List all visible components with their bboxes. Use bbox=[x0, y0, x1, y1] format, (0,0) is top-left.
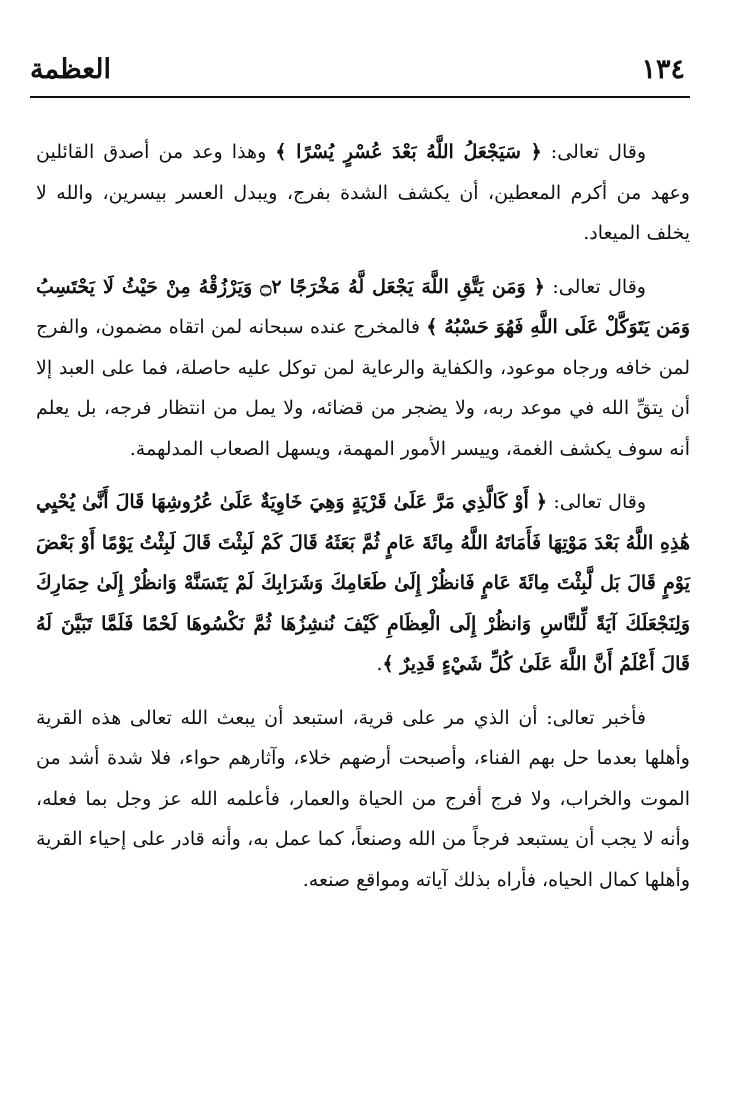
paragraph-text: فأخبر تعالى: أن الذي مر على قرية، استبعد أن يبعث الله تعالى هذه القرية وأهلها بعدما حل بهم الفناء، وأصبحت أرضهم خلاء، وآثارهم حواء، فلا شدة أشد من الموت والخراب، ولا فرج أفرج من الحياة والعمار، فأعلمه الله عز وجل بما فعله، وأنه لا يجب أن يستبعد فرجاً من الله وصنعاً، كما عمل به، وأنه قادر على إحياء القرية وأهلها كمال الحياه، فأراه بذلك آياته ومواقع صنعه. bbox=[36, 706, 690, 891]
page-header bbox=[30, 52, 685, 92]
paragraph-2 bbox=[36, 267, 690, 470]
quran-verse: ﴿ سَيَجْعَلُ اللَّهُ بَعْدَ عُسْرٍ يُسْرًا ﴾ bbox=[275, 141, 542, 163]
paragraph-text: فالمخرج عنده سبحانه لمن اتقاه مضمون، والفرج لمن خافه ورجاه موعود، والكفاية والرعاية لمن توكل عليه حاصلة، فما على العبد إلا أن يتقِّ الله في موعد ربه، ولا يضجر من قضائه، ولا يمل من انتظار فرجه، بل يعلم أنه سوف يكشف الغمة، وييسر الأمور المهمة، ويسهل الصعاب المدلهمة. bbox=[36, 316, 690, 460]
paragraph-text: . bbox=[376, 653, 383, 675]
quran-verse: ﴿ أَوْ كَالَّذِي مَرَّ عَلَىٰ قَرْيَةٍ وَهِيَ خَاوِيَةٌ عَلَىٰ عُرُوشِهَا قَالَ أَنَّىٰ يُحْيِي هَٰذِهِ اللَّهُ بَعْدَ مَوْتِهَا فَأَمَاتَهُ اللَّهُ مِائَةَ عَامٍ ثُمَّ بَعَثَهُ قَالَ كَمْ لَبِثْتَ قَالَ لَبِثْتُ يَوْمًا أَوْ بَعْضَ يَوْمٍ قَالَ بَل لَّبِثْتَ مِائَةَ عَامٍ فَانظُرْ إِلَىٰ طَعَامِكَ وَشَرَابِكَ لَمْ يَتَسَنَّهْ وَانظُرْ إِلَىٰ حِمَارِكَ وَلِنَجْعَلَكَ آيَةً لِّلنَّاسِ وَانظُرْ إِلَى الْعِظَامِ كَيْفَ نُنشِزُهَا ثُمَّ نَكْسُوهَا لَحْمًا فَلَمَّا تَبَيَّنَ لَهُ قَالَ أَعْلَمُ أَنَّ اللَّهَ عَلَىٰ كُلِّ شَيْءٍ قَدِيرٌ ﴾ bbox=[36, 491, 690, 675]
paragraph-1 bbox=[36, 132, 690, 254]
page-body bbox=[36, 132, 690, 900]
paragraph-lead: وقال تعالى: bbox=[544, 275, 646, 298]
paragraph-text: وهذا وعد من أصدق القائلين وعهد من أكرم المعطين، أن يكشف الشدة بفرج، ويبدل العسر بيسرين، والله لا يخلف الميعاد. bbox=[36, 141, 690, 244]
paragraph-3 bbox=[36, 482, 690, 685]
quran-verse: ﴿ وَمَن يَتَّقِ اللَّهَ يَجْعَل لَّهُ مَخْرَجًا ۝٢ وَيَرْزُقْهُ مِنْ حَيْثُ لَا يَحْتَسِبُ وَمَن يَتَوَكَّلْ عَلَى اللَّهِ فَهُوَ حَسْبُهُ ﴾ bbox=[36, 275, 691, 338]
paragraph-lead: وقال تعالى: bbox=[546, 491, 646, 513]
paragraph-4 bbox=[36, 698, 690, 901]
page-number: ١٣٤ bbox=[641, 54, 685, 85]
paragraph-lead: وقال تعالى: bbox=[541, 141, 647, 163]
header-rule bbox=[30, 96, 690, 98]
running-title: العظمة bbox=[30, 54, 111, 85]
